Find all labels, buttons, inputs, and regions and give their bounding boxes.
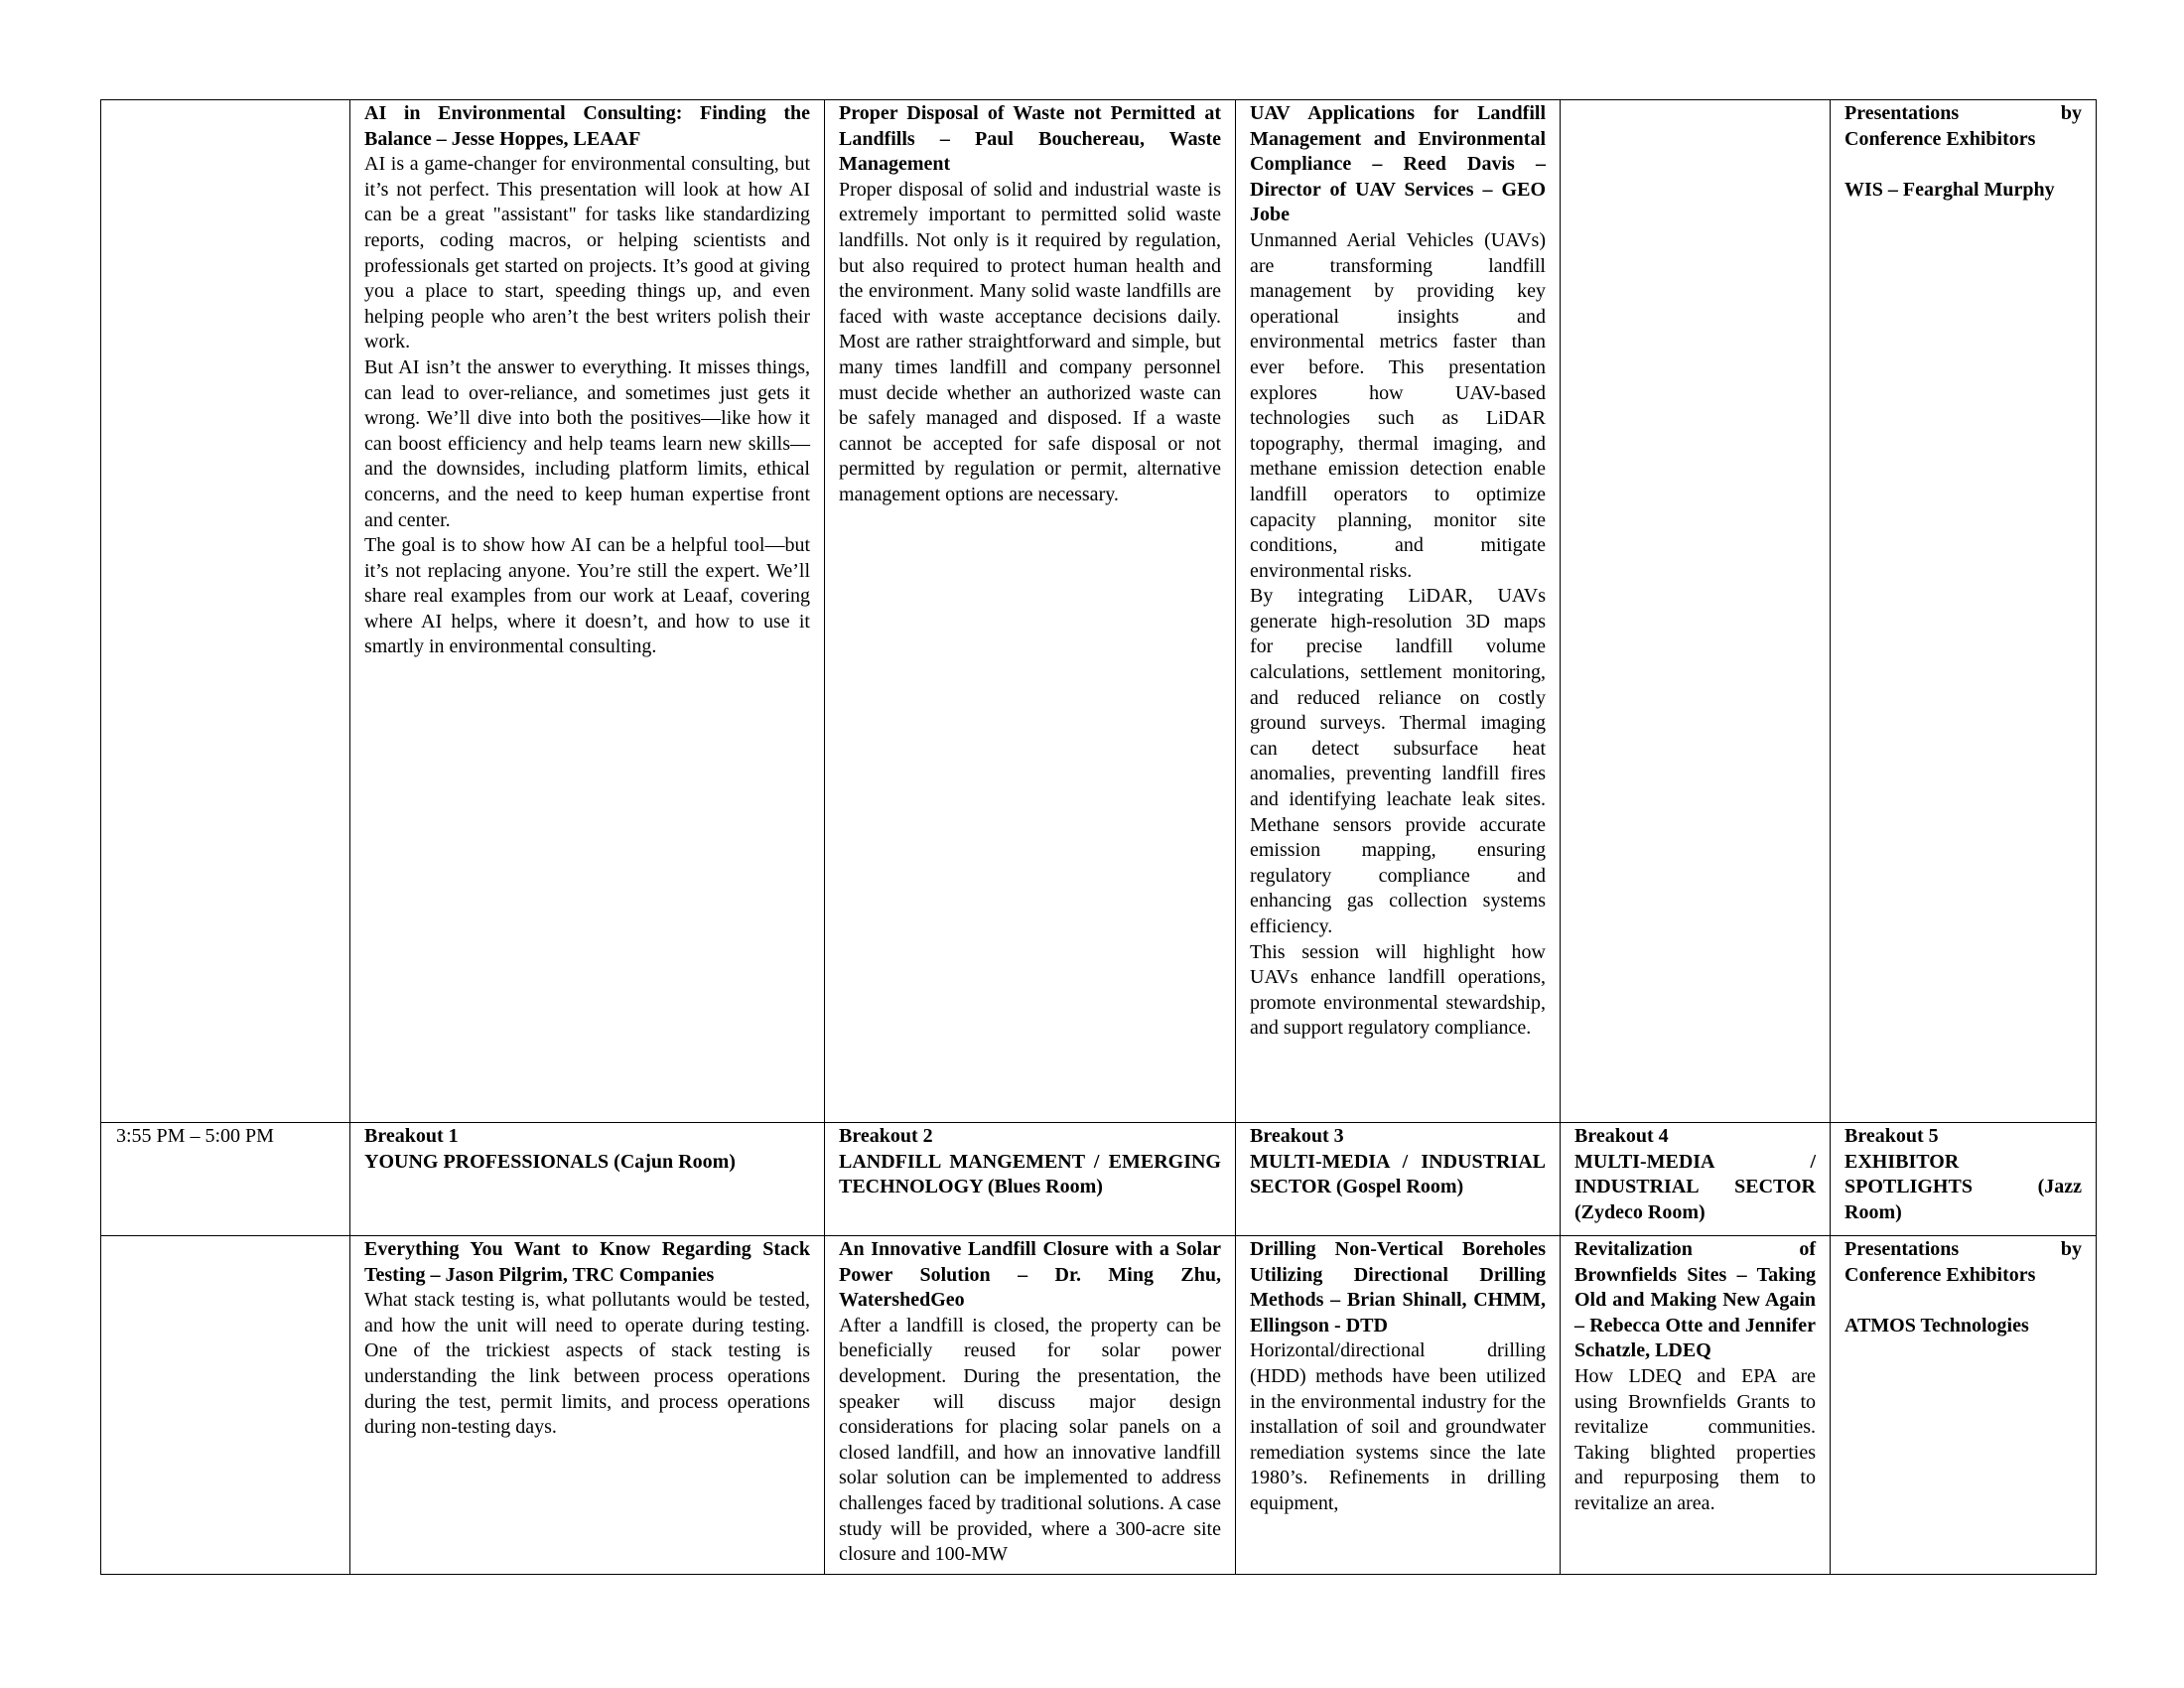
session-cell xyxy=(1831,1236,2097,1575)
breakout-header xyxy=(350,1123,825,1236)
session-title: Presentations by Conference Exhibitors xyxy=(1844,102,2082,150)
breakout-track: MULTI-MEDIA / INDUSTRIAL SECTOR (Gospel Room) xyxy=(1250,1150,1546,1198)
breakout-header xyxy=(825,1123,1236,1236)
breakout-label: Breakout 1 xyxy=(364,1125,459,1147)
breakout-track: LANDFILL MANGEMENT / EMERGING TECHNOLOGY (Blues Room) xyxy=(839,1150,1221,1198)
time-cell xyxy=(101,100,350,1123)
table-row xyxy=(101,1123,2097,1236)
session-description: Unmanned Aerial Vehicles (UAVs) are transforming landfill management by providing key operational insights and environmental metrics faster than ever before. This presentation explores how UAV-based technologies such as LiDAR topography, thermal imaging, and methane emission detection enable landfill operators to optimize capacity planning, monitor site conditions, and mitigate environmental risks. xyxy=(1250,228,1546,582)
session-title: UAV Applications for Landfill Management and Environmental Compliance – Reed Davis – Director of UAV Services – GEO Jobe xyxy=(1250,102,1546,226)
schedule-table xyxy=(100,99,2097,1575)
session-title: Revitalization of Brownfields Sites – Taking Old and Making New Again – Rebecca Otte and Jennifer Schatzle, LDEQ xyxy=(1574,1238,1816,1362)
session-description: This session will highlight how UAVs enhance landfill operations, promote environmental stewardship, and support regulatory compliance. xyxy=(1250,940,1546,1040)
session-description: How LDEQ and EPA are using Brownfields Grants to revitalize communities. Taking blighted properties and repurposing them to revitalize an area. xyxy=(1574,1364,1816,1514)
table-row xyxy=(101,100,2097,1123)
session-cell xyxy=(1236,100,1561,1123)
breakout-label: Breakout 4 xyxy=(1574,1125,1669,1147)
session-title: AI in Environmental Consulting: Finding the Balance – Jesse Hoppes, LEAAF xyxy=(364,102,810,150)
breakout-header xyxy=(1831,1123,2097,1236)
session-description: But AI isn’t the answer to everything. It misses things, can lead to over-reliance, and sometimes just gets it wrong. We’ll dive into both the positives—like how it can boost efficiency and help teams learn new skills—and the downsides, including platform limits, ethical concerns, and the need to keep human expertise front and center. xyxy=(364,355,810,531)
session-description: Proper disposal of solid and industrial waste is extremely important to permitted solid waste landfills. Not only is it required by regulation, but also required to protect human health and the environment. Many solid waste landfills are faced with waste acceptance decisions daily. Most are rather straightforward and simple, but many times landfill and company personnel must decide whether an authorized waste can be safely managed and disposed. If a waste cannot be accepted for safe disposal or not permitted by regulation or permit, alternative management options are necessary. xyxy=(839,178,1221,505)
breakout-label: Breakout 5 xyxy=(1844,1125,1939,1147)
table-row xyxy=(101,1236,2097,1575)
session-cell xyxy=(350,100,825,1123)
session-title: Presentations by Conference Exhibitors xyxy=(1844,1238,2082,1286)
time-cell xyxy=(101,1123,350,1236)
session-cell xyxy=(1561,1236,1831,1575)
breakout-header xyxy=(1236,1123,1561,1236)
session-title: Everything You Want to Know Regarding Stack Testing – Jason Pilgrim, TRC Companies xyxy=(364,1238,810,1286)
session-description: AI is a game-changer for environmental consulting, but it’s not perfect. This presentation will look at how AI can be a great "assistant" for tasks like standardizing reports, coding macros, or helping scientists and professionals get started on projects. It’s good at giving you a place to start, speeding things up, and even helping people who aren’t the best writers polish their work. xyxy=(364,153,810,353)
session-title: Drilling Non-Vertical Boreholes Utilizing Directional Drilling Methods – Brian Shinall, CHMM, Ellingson - DTD xyxy=(1250,1238,1546,1336)
exhibitor-name: WIS – Fearghal Murphy xyxy=(1844,179,2055,202)
session-cell xyxy=(350,1236,825,1575)
session-cell-empty xyxy=(1561,100,1831,1123)
breakout-track: EXHIBITOR SPOTLIGHTS (Jazz Room) xyxy=(1844,1150,2082,1223)
session-cell xyxy=(825,1236,1236,1575)
session-title: An Innovative Landfill Closure with a Solar Power Solution – Dr. Ming Zhu, WatershedGeo xyxy=(839,1238,1221,1312)
breakout-track: MULTI-MEDIA / INDUSTRIAL SECTOR (Zydeco Room) xyxy=(1574,1150,1816,1223)
breakout-label: Breakout 2 xyxy=(839,1125,933,1147)
session-description: After a landfill is closed, the property can be beneficially reused for solar power development. During the presentation, the speaker will discuss major design considerations for placing solar panels on a closed landfill, and how an innovative landfill solar solution can be implemented to address challenges faced by traditional solutions. A case study will be provided, where a 300-acre site closure and 100-MW xyxy=(839,1314,1221,1566)
time-cell xyxy=(101,1236,350,1575)
breakout-track: YOUNG PROFESSIONALS (Cajun Room) xyxy=(364,1150,736,1173)
session-description: The goal is to show how AI can be a helpful tool—but it’s not replacing anyone. You’re still the expert. We’ll share real examples from our work at Leaaf, covering where AI helps, where it doesn’t, and how to use it smartly in environmental consulting. xyxy=(364,534,810,658)
session-cell xyxy=(1236,1236,1561,1575)
time-label: 3:55 PM – 5:00 PM xyxy=(116,1125,274,1147)
session-cell xyxy=(1831,100,2097,1123)
session-description: By integrating LiDAR, UAVs generate high-resolution 3D maps for precise landfill volume calculations, settlement monitoring, and reduced reliance on costly ground surveys. Thermal imaging can detect subsurface heat anomalies, preventing landfill fires and identifying leachate leak sites. Methane sensors provide accurate emission mapping, ensuring regulatory compliance and enhancing gas collection systems efficiency. xyxy=(1250,585,1546,937)
breakout-header xyxy=(1561,1123,1831,1236)
breakout-label: Breakout 3 xyxy=(1250,1125,1344,1147)
exhibitor-name: ATMOS Technologies xyxy=(1844,1315,2029,1337)
session-title: Proper Disposal of Waste not Permitted at Landfills – Paul Bouchereau, Waste Management xyxy=(839,102,1221,176)
session-cell xyxy=(825,100,1236,1123)
session-description: What stack testing is, what pollutants would be tested, and how the unit will need to operate during testing. One of the trickiest aspects of stack testing is understanding the link between process operations during the test, permit limits, and process operations during non-testing days. xyxy=(364,1289,810,1439)
session-description: Horizontal/directional drilling (HDD) methods have been utilized in the environmental industry for the installation of soil and groundwater remediation systems since the late 1980’s. Refinements in drilling equipment, xyxy=(1250,1339,1546,1514)
